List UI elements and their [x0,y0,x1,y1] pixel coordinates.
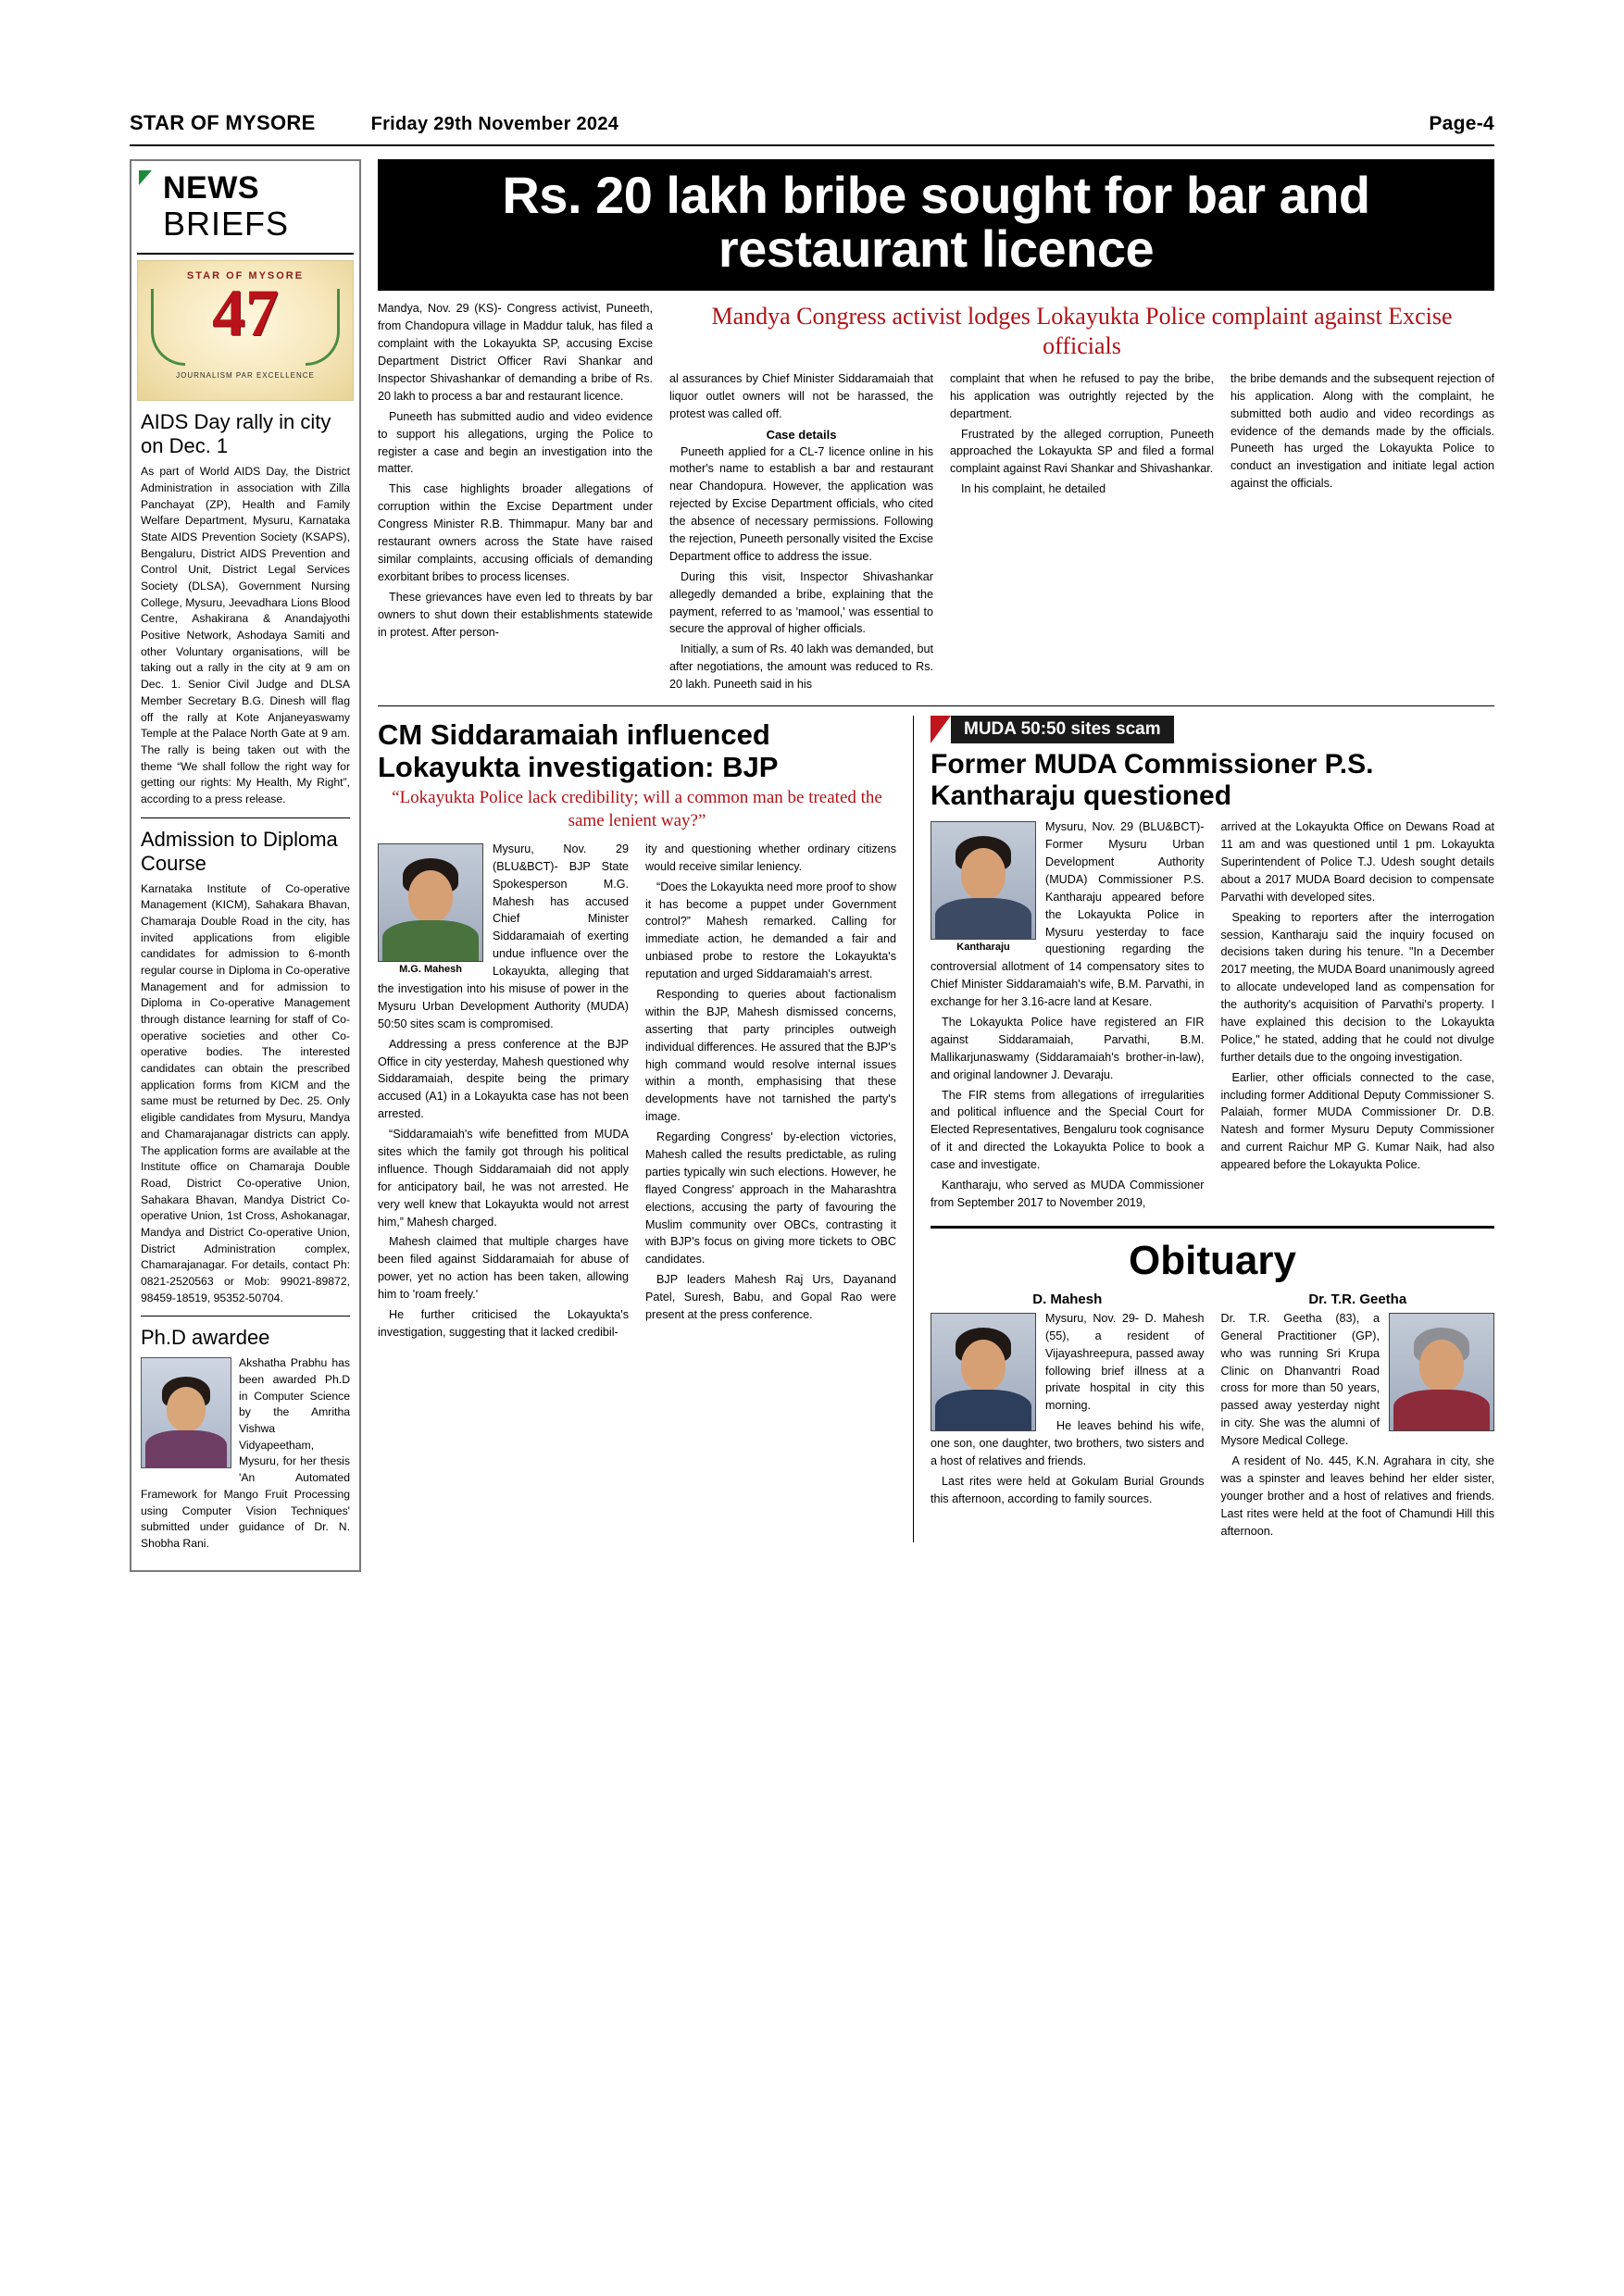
d-mahesh-photo [931,1313,1036,1431]
bjp-paragraph: BJP leaders Mahesh Raj Urs, Dayanand Patel, Suresh, Babu, and Gopal Rao were present at the press conference. [645,1273,896,1322]
brief-item [141,1326,350,1552]
brief-title: Ph.D awardee [141,1326,270,1350]
brief-paragraph: Akshatha Prabhu has been awarded Ph.D in Computer Science by the Amritha Vishwa Vidyapeetham, Mysuru, for her thesis 'An Automated Framework for Mango Fruit Processing using Computer Vision Techniques' submitted under guidance of Dr. N. Shobha Rani. [141,1356,350,1550]
photo-face-shape [961,1340,1006,1391]
akshatha-prabhu-photo [141,1357,231,1468]
obituary-paragraph: Mysuru, Nov. 29- D. Mahesh (55), a resident of Vijayashreepura, passed away following brief illness at a private hospital in city this morning. [1045,1311,1205,1413]
paper-title: STAR OF MYSORE [130,111,316,134]
bjp-paragraph: He further criticised the Lokayukta's investigation, suggesting that it lacked credibil- [378,1308,629,1339]
bjp-paragraph: “Siddaramaiah's wife benefitted from MUDA sites which the family got through his political influence. Though Siddaramaiah did not apply for anticipatory bail, he was not arrested. He very well knew that Lokayukta would not arrest him,” Mahesh charged. [378,1128,629,1229]
photo-face-shape [167,1387,206,1431]
masthead-divider [130,144,1494,146]
star-of-mysore-logo [137,260,354,401]
bjp-article-columns [378,841,896,1344]
geetha-photo-wrap [1389,1313,1494,1431]
obituary-heading: Obituary [1129,1237,1296,1283]
photo-face-shape [1419,1340,1464,1391]
mg-mahesh-caption: M.G. Mahesh [399,963,462,975]
obituary-top-divider [931,1226,1494,1229]
lead-paragraph: the bribe demands and the subsequent rejection of his application. Along with the complaint, he submitted both audio and video recordings as evidence of the demands made by the officials. Puneeth has urged the Lokayukta Police to conduct an investigation and initiate legal action against the officials. [1230,371,1494,491]
muda-section-label [931,716,1494,743]
obituary-entry-2 [1221,1292,1495,1543]
photo-body-shape [935,1390,1031,1430]
bjp-paragraph: Regarding Congress' by-election victories, Mahesh called the results predictable, as ruling parties typically win such elections. However, he flayed Congress' approach in the Maharashtra elections, accusing the party of favouring the Muslim community over OBCs, contrasting it with BJP's focus on giving more tickets to OBC candidates. [645,1130,896,1267]
lead-paragraph: Puneeth has submitted audio and video evidence to support his allegations, urging the Police to register a case and begin an investigation into the matter. [378,409,653,476]
muda-column-1 [931,818,1205,1215]
bjp-article-quote: “Lokayukta Police lack credibility; will a common man be treated the same lenient way?” [392,788,882,831]
page-number: Page-4 [1429,113,1494,134]
bjp-paragraph: ity and questioning whether ordinary citizens would receive similar leniency. [645,842,896,873]
mg-mahesh-photo-wrap [378,843,483,975]
logo-ribbon-text: JOURNALISM PAR EXCELLENCE [176,371,315,381]
muda-paragraph: Kantharaju, who served as MUDA Commissioner from September 2017 to November 2019, [931,1179,1205,1209]
kantharaju-caption: Kantharaju [956,942,1010,954]
lead-right-block [669,300,1494,696]
geetha-photo [1389,1313,1494,1431]
muda-section-title: MUDA 50:50 sites scam [951,716,1174,743]
news-briefs-label-briefs: BRIEFS [163,204,290,243]
muda-article-columns [931,818,1494,1215]
green-flag-icon [139,170,152,185]
logo-anniversary-number: 47 [212,276,279,351]
bjp-paragraph: Addressing a press conference at the BJP Office in city yesterday, Mahesh questioned why Siddaramaiah, despite being the primary accused (A1) in a Lokayukta case has not been arrested. [378,1037,629,1121]
lead-paragraph: In his complaint, he detailed [961,482,1106,496]
obituary-paragraph: He leaves behind his wife, one son, one daughter, two brothers, two sisters and a host of relatives and friends. [931,1419,1205,1467]
bjp-column-1 [378,841,629,1344]
lead-subhead: Mandya Congress activist lodges Lokayukta Police complaint against Excise officials [711,303,1453,360]
photo-body-shape [935,898,1031,939]
news-briefs-column [130,159,361,1572]
laurel-left-icon [151,289,185,366]
lead-paragraph: al assurances by Chief Minister Siddaramaiah that liquor outlet owners will not be harassed, the protest was called off. [669,371,933,420]
photo-face-shape [408,870,453,922]
photo-body-shape [145,1430,227,1467]
brief-item [141,410,350,807]
brief-title: Admission to Diploma Course [141,827,338,875]
bjp-column-2 [645,841,896,1344]
brief-divider [141,817,350,818]
lower-section [378,716,1494,1542]
obituary-paragraph: Last rites were held at Gokulam Burial Grounds this afternoon, according to family sources. [931,1474,1205,1505]
lead-article [378,300,1494,696]
photo-body-shape [1393,1390,1490,1430]
photo-face-shape [961,848,1006,900]
obituary-entries [931,1292,1494,1543]
news-briefs-items [131,410,359,1569]
red-flag-icon [931,716,951,743]
obituary-paragraph: Dr. T.R. Geetha (83), a General Practitioner (GP), who was running Sri Krupa Clinic on Dhanvantri Road cross for more than 50 years, passed away yesterday night in city. She was the alumni of Mysore Medical College. [1220,1311,1380,1448]
lead-column-3 [950,370,1214,696]
muda-and-obituary [931,716,1494,1542]
logo-top-text: STAR OF MYSORE [186,270,305,282]
case-details-heading: Case details [766,427,837,442]
lead-paragraph: During this visit, Inspector Shivashankar allegedly demanded a bribe, explaining that the payment, referred to as 'mamool,' was essential to secure the approval of higher officials. [669,569,933,636]
d-mahesh-photo-wrap [931,1313,1036,1431]
bjp-paragraph: Mahesh claimed that multiple charges have been filed against Siddaramaiah for abuse of power, yet no action has been taken, allowing him to 'roam freely.' [378,1235,629,1302]
news-briefs-header [131,161,359,247]
lead-paragraph: Initially, a sum of Rs. 40 lakh was demanded, but after negotiations, the amount was reduced to Rs. 20 lakh. Puneeth said in his [669,643,933,692]
news-briefs-label-news: NEWS [163,170,259,206]
lead-paragraph: Puneeth applied for a CL-7 licence online in his mother's name to establish a bar and restaurant near Chandopura. However, the application was rejected by Excise Department officials, who cited the absence of necessary permissions. Following the rejection, Puneeth personally visited the Excise Department office to address the issue. [669,444,933,563]
bjp-paragraph: “Does the Lokayukta need more proof to show it has become a puppet under Government control?” Mahesh remarked. Calling for immediate action, he demanded a fair and unbiased probe to restore the Lokayukta's reputation and urged Siddaramaiah's arrest. [645,880,896,981]
bjp-paragraph: Responding to queries about factionalism within the BJP, Mahesh dismissed concerns, asserting that party principles outweigh individual differences. He assured that the BJP's high command would resolve internal issues within a month, emphasising that these developments have not tarnished the party's image. [645,987,896,1124]
brief-paragraph: Karnataka Institute of Co-operative Management (KICM), Sahakara Bhavan, Chamaraja Double Road in the city, has invited applications from eligible candidates for admission to 6-month regular course in Diploma in Co-operative Management and for admission to Diploma in Co-operative Management through distance learning for staff of Co-operative societies and other Co-operative bodies. The interested candidates can obtain the prescribed application forms from KICM and the same must be returned by Dec. 25. Only eligible candidates from Mysuru, Mandya and Chamarajanagar districts can apply. The application forms are available at the Institute office on Chamaraja Double Road, District Co-operative Union, Sahakara Bhavan, Mandya District Co-operative Union, 1st Cross, Ashokanagar, Mandya and District Co-operative Union, District Administration complex, Chamarajanagar. For details, contact Ph: 0821-2520563 or Mob: 99021-89872, 98459-18519, 95352-50704. [141,881,350,1304]
muda-paragraph: The Lokayukta Police have registered an FIR against Siddaramaiah, Parvathi, B.M. Mallikarjunaswamy (Siddaramaiah's brother-in-law), and original landowner J. Devaraju. [931,1016,1205,1081]
kantharaju-photo [931,821,1036,940]
bjp-article [378,716,896,1542]
muda-paragraph: Mysuru, Nov. 29 (BLU&BCT)- Former Mysuru Urban Development Authority (MUDA) Commissioner P.S. Kantharaju appeared before the Lokayukta Police in Mysuru yesterday to face questioning regarding the controversial allotment of 14 compensatory sites to Chief Minister Siddaramaiah's wife, B.M. Parvathi, in exchange for her 3.16-acre land at Kesare. [931,820,1205,1009]
vertical-divider [913,716,914,1542]
obituary-entry-1 [931,1292,1205,1543]
brief-paragraph: As part of World AIDS Day, the District Administration in association with Zilla Panchayat (ZP), Health and Family Welfare Department, Mysuru, Karnataka State AIDS Prevention Society (KSAPS), Bengaluru, District AIDS Prevention and Control Unit, District Legal Services Society (DLSA), Government Nursing College, Mysuru, Jeevadhara Lions Blood Centre, Ashakirana & Anandajyothi Positive Network, Ashodaya Samiti and other Voluntary organisations, will be taking out a rally in the city at 9 am on Dec. 1. Senior Civil Judge and DLSA Member Secretary B.G. Dinesh will flag off the rally at Kote Anjaneyaswamy Temple at the Palace North Gate at 9 am. The rally is being taken out with the theme “We shall follow the right way for getting our rights: My Health, My Right”, according to a press release. [141,465,350,805]
lead-paragraph: This case highlights broader allegations of corruption within the Excise Department under Congress Minister R.B. Thimmapur. Many bar and restaurant owners across the State have raised similar complaints, accusing officials of demanding exorbitant bribes to process licenses. [378,482,653,583]
bjp-article-title: CM Siddaramaiah influenced Lokayukta investigation: BJP [378,718,779,783]
brief-item [141,828,350,1307]
lead-paragraph: Mandya, Nov. 29 (KS)- Congress activist, Puneeth, from Chandopura village in Maddur taluk, has filed a complaint with the Lokayukta SP, accusing Excise Department District Officer Ravi Shankar and Inspector Shivashankar of demanding a bribe of Rs. 20 lakh to process a bar and restaurant licence. [378,302,653,403]
lead-column-2 [669,370,933,696]
bjp-paragraph: Mysuru, Nov. 29 (BLU&BCT)- BJP State Spokesperson M.G. Mahesh has accused Chief Minister Siddaramaiah of exerting undue influence over the Lokayukta, alleging that the investigation into his misuse of power in the Mysuru Urban Development Authority (MUDA) 50:50 sites scam is compromised. [378,842,629,1030]
obituary-paragraph: A resident of No. 445, K.N. Agrahara in city, she was a spinster and leaves behind her elder sister, younger brother and a host of relatives and friends. Last rites were held at the foot of Chamundi Hill this afternoon. [1220,1454,1494,1538]
lead-paragraph: These grievances have even led to threats by bar owners to shut down their establishments statewide in protest. After person- [378,590,653,639]
muda-paragraph: The FIR stems from allegations of irregularities and political influence and the Special Court for Elected Representatives, Bengaluru took cognisance of it and directed the Lokayukta Police to book a case and investigate. [931,1088,1205,1172]
main-articles-area [361,159,1494,1572]
lead-paragraph: complaint that when he refused to pay the bribe, his application was outrightly rejected by the department. [950,371,1214,420]
laurel-right-icon [306,289,340,366]
lead-column-4 [1230,370,1494,696]
muda-column-2 [1221,818,1495,1215]
kantharaju-photo-wrap [931,821,1036,953]
lead-headline: Rs. 20 lakh bribe sought for bar and restaurant licence [502,166,1370,279]
lead-paragraph: Frustrated by the alleged corruption, Puneeth approached the Lokayukta SP and filed a formal complaint against Ravi Shankar and Shivashankar. [950,427,1214,476]
mg-mahesh-photo [378,843,483,962]
muda-article-title: Former MUDA Commissioner P.S. Kantharaju questioned [931,749,1374,811]
lead-headline-banner [378,159,1494,291]
obituary-name: Dr. T.R. Geetha [1308,1291,1407,1307]
issue-date: Friday 29th November 2024 [370,114,619,134]
muda-paragraph: Speaking to reporters after the interrogation session, Kantharaju said the inquiry focused on decisions taken during his tenure. "In a December 2017 meeting, the MUDA Board unanimously agreed to allocate undeveloped land as compensation for the authority's acquisition of Parvathi's property. I have explained this decision to the Lokayukta Police," he stated, adding that he could not divulge further details due to the ongoing investigation. [1220,910,1494,1064]
lead-column-1 [378,300,653,696]
news-briefs-divider [137,253,354,255]
photo-body-shape [382,920,479,961]
lead-subcolumns [669,370,1494,696]
masthead [130,111,1494,144]
brief-title: AIDS Day rally in city on Dec. 1 [141,410,331,458]
muda-paragraph: arrived at the Lokayukta Office on Dewans Road at 11 am and was questioned until 1 pm. Lokayukta Superintendent of Police T.J. Udesh sought details about a 2017 MUDA Board decision to compensate Parvathi with developed sites. [1220,820,1494,904]
lead-bottom-divider [378,705,1494,706]
page-content [130,159,1494,1572]
obituary-name: D. Mahesh [1032,1291,1103,1307]
muda-paragraph: Earlier, other officials connected to the case, including former Additional Deputy Commissioner S. Palaiah, former MUDA Commissioner Dr. D.B. Natesh and former Mysuru Deputy Commissioner and current Raichur MP G. Kumar Naik, had also appeared before the Lokayukta Police. [1220,1070,1494,1172]
